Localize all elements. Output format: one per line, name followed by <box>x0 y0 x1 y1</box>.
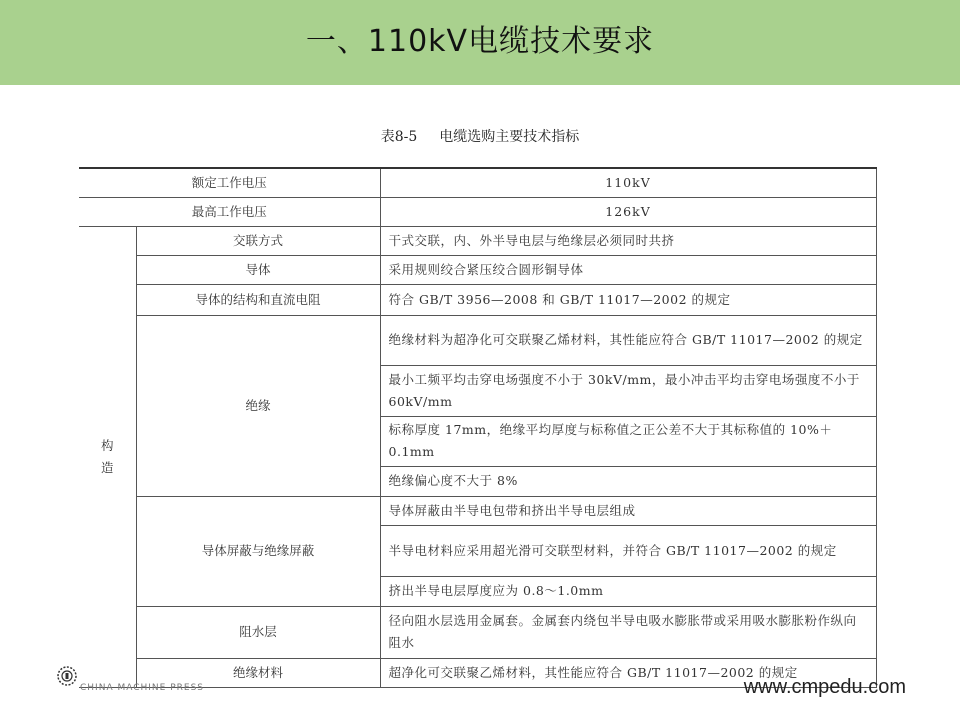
row-value-insulation-2: 最小工频平均击穿电场强度不小于 30kV/mm，最小冲击平均击穿电场强度不小于 60kV/mm <box>380 365 876 416</box>
row-label-insulation: 绝缘 <box>136 315 380 496</box>
table-row <box>79 168 876 197</box>
footer-url: www.cmpedu.com <box>743 676 906 698</box>
title-bar <box>0 0 960 85</box>
table-row <box>79 284 876 315</box>
page-title: 一、110kV电缆技术要求 <box>305 23 655 59</box>
row-label-shield: 导体屏蔽与绝缘屏蔽 <box>136 496 380 606</box>
row-value-insulation-4: 绝缘偏心度不大于 8% <box>380 466 876 496</box>
table-row <box>79 606 876 658</box>
table-row <box>79 226 876 255</box>
group-label-structure <box>79 226 136 687</box>
row-value-shield-1: 导体屏蔽由半导电包带和挤出半导电层组成 <box>380 496 876 525</box>
row-label-conductor-structure: 导体的结构和直流电阻 <box>136 284 380 315</box>
row-value-conductor: 采用规则绞合紧压绞合圆形铜导体 <box>380 255 876 284</box>
group-label-char-1: 构 <box>100 437 114 453</box>
publisher-name: CHINA MACHINE PRESS <box>80 683 204 693</box>
row-value-shield-3: 挤出半导电层厚度应为 0.8～1.0mm <box>380 576 876 606</box>
table-row <box>79 255 876 284</box>
row-value-insulation-1: 绝缘材料为超净化可交联聚乙烯材料，其性能应符合 GB/T 11017—2002 的规定 <box>380 315 876 365</box>
publisher-logo-icon <box>56 665 78 687</box>
table-row <box>79 197 876 226</box>
row-value-max-voltage: 126kV <box>380 197 876 226</box>
row-label-max-voltage: 最高工作电压 <box>79 197 380 226</box>
row-value-insulation-3: 标称厚度 17mm，绝缘平均厚度与标称值之正公差不大于其标称值的 10%＋0.1mm <box>380 416 876 466</box>
row-value-crosslink: 干式交联，内、外半导电层与绝缘层必须同时共挤 <box>380 226 876 255</box>
row-value-shield-2: 半导电材料应采用超光滑可交联型材料，并符合 GB/T 11017—2002 的规定 <box>380 525 876 576</box>
table-row <box>79 315 876 365</box>
row-value-rated-voltage: 110kV <box>380 168 876 197</box>
row-value-conductor-structure: 符合 GB/T 3956—2008 和 GB/T 11017—2002 的规定 <box>380 284 876 315</box>
row-label-conductor: 导体 <box>136 255 380 284</box>
spec-table <box>79 167 877 688</box>
table-caption-title: 电缆选购主要技术指标 <box>439 129 580 145</box>
row-value-insulation-material: 超净化可交联聚乙烯材料，其性能应符合 GB/T 11017—2002 的规定 <box>380 658 876 687</box>
table-caption <box>0 126 960 146</box>
row-label-crosslink: 交联方式 <box>136 226 380 255</box>
group-label-char-2: 造 <box>100 459 114 475</box>
row-value-water-block: 径向阻水层选用金属套。金属套内绕包半导电吸水膨胀带或采用吸水膨胀粉作纵向阻水 <box>380 606 876 658</box>
table-row <box>79 496 876 525</box>
table-number: 表8-5 <box>380 129 418 145</box>
row-label-rated-voltage: 额定工作电压 <box>79 168 380 197</box>
row-label-insulation-material: 绝缘材料 <box>136 658 380 687</box>
row-label-water-block: 阻水层 <box>136 606 380 658</box>
